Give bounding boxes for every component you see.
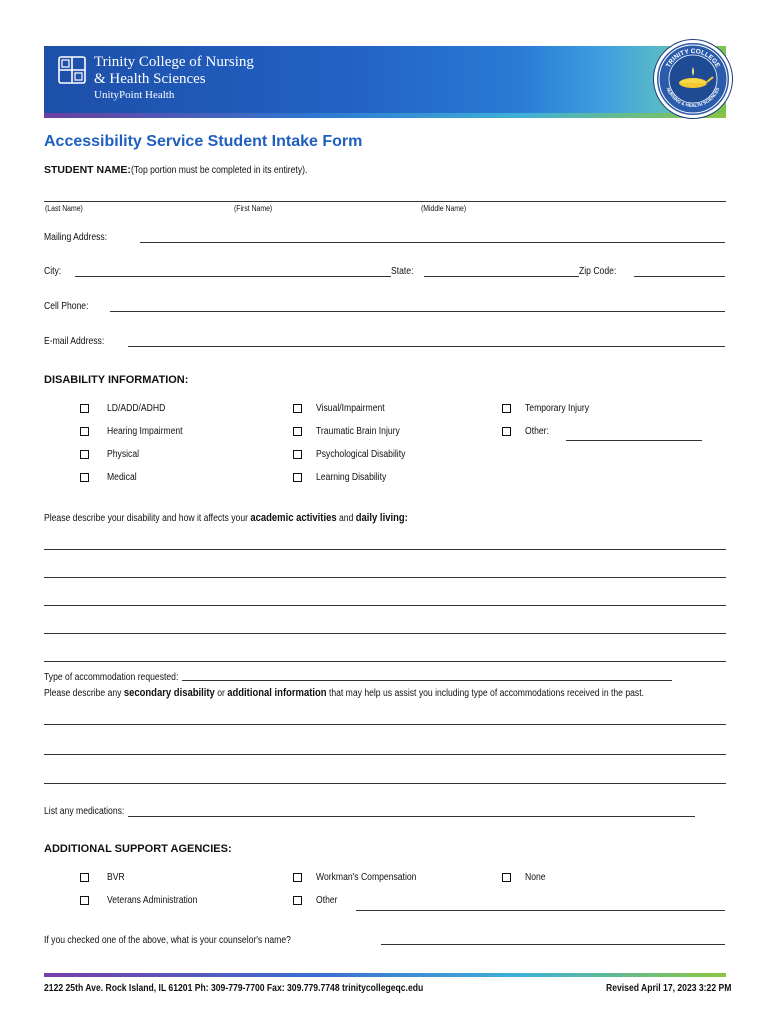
option-psychological-disability: Psychological Disability: [316, 449, 406, 460]
describe-line-3[interactable]: [44, 605, 726, 606]
counselor-label: If you checked one of the above, what is your counselor's name?: [44, 935, 291, 946]
checkbox-bvr[interactable]: [80, 873, 89, 882]
college-seal: [654, 40, 732, 118]
secondary-line-1[interactable]: [44, 724, 726, 725]
accommodation-field[interactable]: [182, 680, 672, 681]
describe-em-academic: academic activities: [250, 512, 337, 524]
option-visual-impairment: Visual/Impairment: [316, 403, 385, 414]
zip-field[interactable]: [634, 276, 725, 277]
checkbox-veterans-administration[interactable]: [80, 896, 89, 905]
option-traumatic-brain-injury: Traumatic Brain Injury: [316, 426, 400, 437]
other-disability-field[interactable]: [566, 440, 702, 441]
header-banner: [44, 46, 726, 118]
cell-phone-label: Cell Phone:: [44, 301, 89, 312]
describe-line-4[interactable]: [44, 633, 726, 634]
checkbox-psychological-disability[interactable]: [293, 450, 302, 459]
describe-line-2[interactable]: [44, 577, 726, 578]
checkbox-physical[interactable]: [80, 450, 89, 459]
checkbox-other-disability[interactable]: [502, 427, 511, 436]
agencies-heading: ADDITIONAL SUPPORT AGENCIES:: [44, 843, 232, 855]
checkbox-ld-add-adhd[interactable]: [80, 404, 89, 413]
svg-text:NURSING & HEALTH SCIENCES: NURSING & HEALTH SCIENCES: [665, 86, 721, 109]
email-field[interactable]: [128, 346, 725, 347]
option-medical: Medical: [107, 472, 137, 483]
org-name-line3: UnityPoint Health: [94, 89, 175, 101]
checkbox-other-agency[interactable]: [293, 896, 302, 905]
middle-name-caption: (Middle Name): [421, 204, 467, 213]
checkbox-none[interactable]: [502, 873, 511, 882]
other-agency-field[interactable]: [356, 910, 725, 911]
describe-line-1[interactable]: [44, 549, 726, 550]
secondary-em2: additional information: [227, 687, 327, 699]
describe-prefix: Please describe your disability and how it affects your: [44, 513, 251, 524]
describe-em-daily: daily living:: [355, 512, 408, 524]
option-learning-disability: Learning Disability: [316, 472, 387, 483]
describe-line-5[interactable]: [44, 661, 726, 662]
option-ld-add-adhd: LD/ADD/ADHD: [107, 403, 166, 414]
student-name-note: (Top portion must be completed in its entirety).: [130, 165, 308, 176]
city-field[interactable]: [75, 276, 391, 277]
student-name-heading: [44, 164, 336, 176]
option-hearing-impairment: Hearing Impairment: [107, 426, 183, 437]
option-workmans-compensation: Workman's Compensation: [316, 872, 417, 883]
svg-text:TRINITY COLLEGE: TRINITY COLLEGE: [665, 47, 721, 69]
last-name-caption: (Last Name): [45, 204, 83, 213]
option-veterans-administration: Veterans Administration: [107, 895, 198, 906]
secondary-prompt: [44, 687, 644, 699]
describe-mid: and: [336, 513, 356, 524]
secondary-suffix: that may help us assist you including type of accommodations received in the past.: [326, 688, 644, 699]
first-name-caption: (First Name): [234, 204, 273, 213]
checkbox-traumatic-brain-injury[interactable]: [293, 427, 302, 436]
student-name-label: STUDENT NAME:: [44, 164, 131, 176]
city-label: City:: [44, 266, 62, 277]
secondary-prefix: Please describe any: [44, 688, 124, 699]
cell-phone-field[interactable]: [110, 311, 725, 312]
form-title: Accessibility Service Student Intake Form: [44, 133, 363, 150]
checkbox-workmans-compensation[interactable]: [293, 873, 302, 882]
checkbox-learning-disability[interactable]: [293, 473, 302, 482]
org-name-line1: Trinity College of Nursing: [94, 54, 254, 70]
option-temporary-injury: Temporary Injury: [525, 403, 590, 414]
secondary-mid: or: [214, 688, 228, 699]
option-physical: Physical: [107, 449, 140, 460]
footer-address: 2122 25th Ave. Rock Island, IL 61201 Ph: 309-779-7700 Fax: 309.779.7748 trinitycollegeqc.edu: [44, 983, 424, 994]
accommodation-label: Type of accommodation requested:: [44, 672, 179, 683]
email-label: E-mail Address:: [44, 336, 105, 347]
medications-label: List any medications:: [44, 806, 125, 817]
state-label: State:: [391, 266, 414, 277]
mailing-address-field[interactable]: [140, 242, 725, 243]
option-bvr: BVR: [107, 872, 125, 883]
disability-heading: DISABILITY INFORMATION:: [44, 374, 189, 386]
trinity-cross-logo-icon: [58, 56, 86, 84]
checkbox-medical[interactable]: [80, 473, 89, 482]
footer-revised: Revised April 17, 2023 3:22 PM: [606, 983, 732, 994]
mailing-address-label: Mailing Address:: [44, 232, 108, 243]
footer-divider: [44, 973, 726, 977]
counselor-field[interactable]: [381, 944, 725, 945]
secondary-line-2[interactable]: [44, 754, 726, 755]
state-field[interactable]: [424, 276, 579, 277]
option-none: None: [525, 872, 546, 883]
secondary-line-3[interactable]: [44, 783, 726, 784]
checkbox-temporary-injury[interactable]: [502, 404, 511, 413]
option-other-agency: Other: [316, 895, 338, 906]
medications-field[interactable]: [128, 816, 695, 817]
describe-disability-prompt: [44, 512, 408, 524]
checkbox-hearing-impairment[interactable]: [80, 427, 89, 436]
banner-stripe: [44, 113, 726, 118]
name-line[interactable]: [44, 201, 726, 202]
secondary-em1: secondary disability: [123, 687, 215, 699]
option-other-disability: Other:: [525, 426, 549, 437]
zip-label: Zip Code:: [579, 266, 617, 277]
lamp-seal-icon: [657, 43, 729, 115]
org-name-line2: & Health Sciences: [94, 71, 206, 87]
checkbox-visual-impairment[interactable]: [293, 404, 302, 413]
